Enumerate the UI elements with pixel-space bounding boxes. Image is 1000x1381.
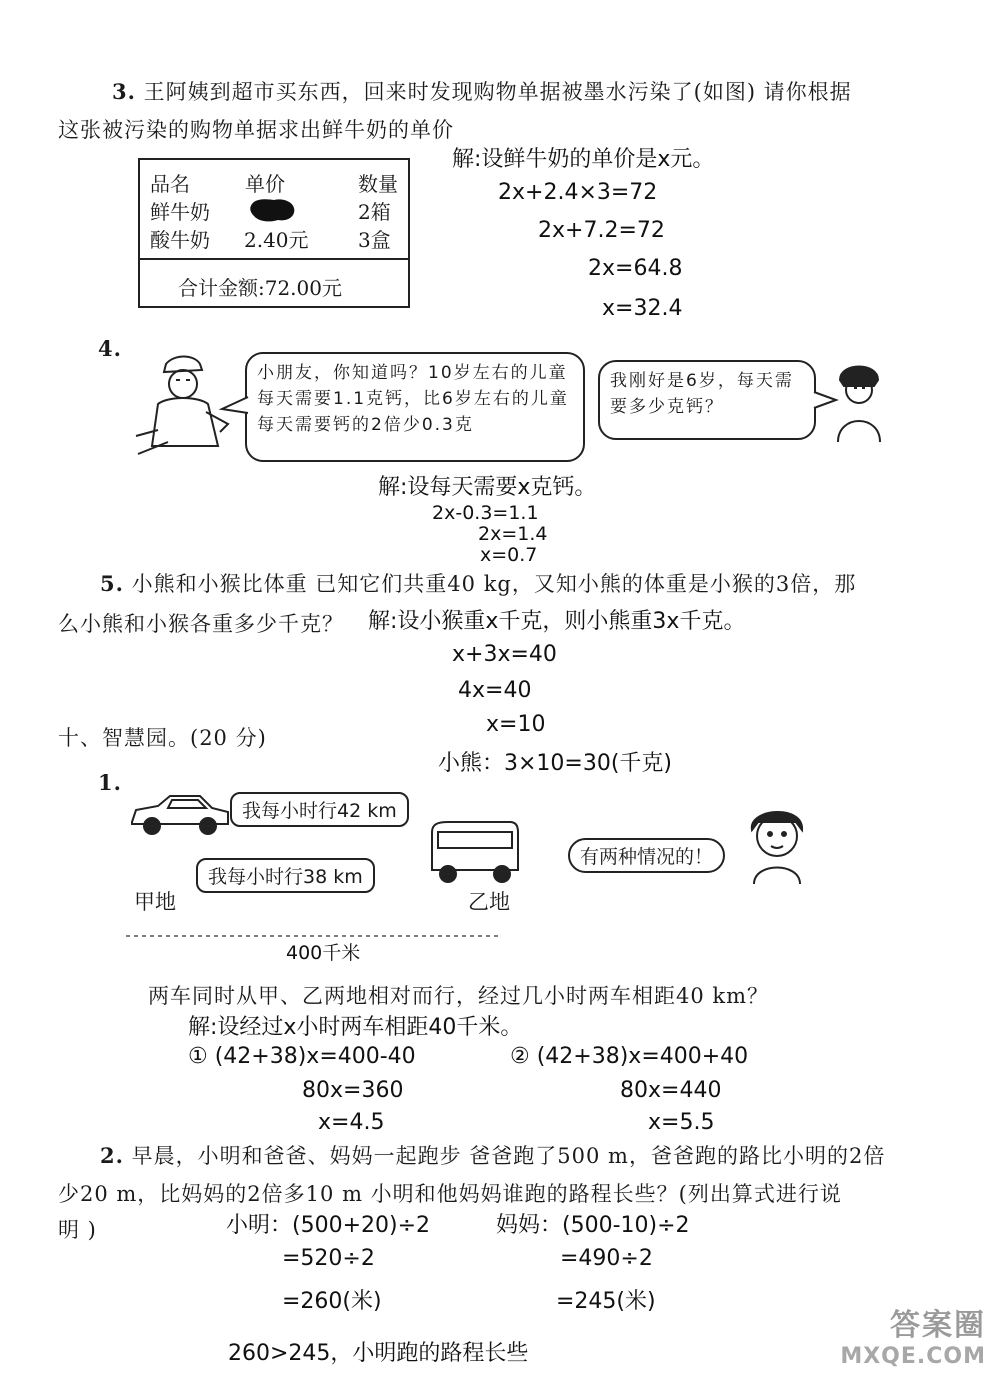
q3-text-line1: 王阿姨到超市买东西，回来时发现购物单据被墨水污染了(如图) 请你根据	[143, 80, 852, 104]
mama-calc-3: =245(米)	[556, 1289, 656, 1314]
s10-p1-number: 1.	[98, 770, 122, 795]
q3-number: 3.	[112, 79, 136, 104]
kid-hint-label: 有两种情况的！	[568, 838, 725, 873]
xiaoming-calc-2: =520÷2	[282, 1246, 375, 1271]
shopping-receipt	[138, 158, 410, 308]
s10-p2-text-line2: 少20 m，比妈妈的2倍多10 m 小明和他妈妈谁跑的路程长些？(列出算式进行说	[58, 1182, 842, 1206]
receipt-header-price: 单价	[245, 172, 285, 196]
van-icon	[428, 818, 520, 884]
q5-number: 5.	[100, 571, 124, 596]
q3-line1	[112, 76, 852, 106]
q5-eq3: x=10	[486, 712, 546, 737]
q4-solution-intro: 解:设每天需要x克钙。	[378, 475, 597, 500]
s10-p1-solution-intro: 解:设经过x小时两车相距40千米。	[188, 1015, 523, 1040]
xiaoming-calc-3: =260(米)	[282, 1289, 382, 1314]
watermark-top: 答案圈	[890, 1308, 986, 1343]
q5-eq2: 4x=40	[458, 678, 532, 703]
receipt-row1-name: 鲜牛奶	[150, 200, 210, 224]
mama-calc-1: 妈妈：(500-10)÷2	[496, 1213, 690, 1238]
place-b-label: 乙地	[468, 890, 510, 914]
watermark-logo	[840, 1300, 986, 1369]
car-speed-label: 我每小时行42 km	[230, 792, 409, 827]
q3-eq4: x=32.4	[602, 296, 683, 321]
s10-p1-case2-eq2: 80x=440	[620, 1078, 722, 1103]
s10-p2-line1	[100, 1140, 885, 1170]
s10-p2-text-line3: 明 )	[58, 1218, 97, 1242]
s10-p1-case1-eq3: x=4.5	[318, 1110, 385, 1135]
speech-bubble-child: 我刚好是6岁，每天需要多少克钙？	[598, 360, 816, 440]
ink-stain-icon	[248, 196, 298, 224]
q5-solution-intro: 解:设小猴重x千克，则小熊重3x千克。	[368, 609, 746, 634]
q4-eq1: 2x-0.3=1.1	[432, 502, 539, 524]
receipt-row2-name: 酸牛奶	[150, 228, 210, 252]
s10-p1-case2-eq1: ② (42+38)x=400+40	[510, 1044, 749, 1069]
van-speed-label: 我每小时行38 km	[196, 858, 375, 893]
q4-eq3: x=0.7	[480, 544, 538, 566]
receipt-header-name: 品名	[150, 172, 190, 196]
s10-p2-number: 2.	[100, 1143, 124, 1168]
xiaoming-calc-1: 小明：(500+20)÷2	[226, 1213, 431, 1238]
q3-eq2: 2x+7.2=72	[538, 218, 665, 243]
q4-eq2: 2x=1.4	[478, 523, 548, 545]
s10-p2-conclusion: 260>245，小明跑的路程长些	[228, 1341, 529, 1366]
receipt-row2-qty: 3盒	[358, 228, 391, 252]
q4-number: 4.	[98, 336, 122, 361]
child-figure-icon	[830, 358, 888, 442]
receipt-header-qty: 数量	[358, 172, 398, 196]
receipt-total: 合计金额:72.00元	[178, 276, 342, 300]
s10-p1-case1-eq2: 80x=360	[302, 1078, 404, 1103]
car-icon	[128, 792, 232, 838]
speech-bubble-doctor: 小朋友，你知道吗？10岁左右的儿童每天需要1.1克钙，比6岁左右的儿童每天需要钙的2倍少0.3克	[245, 352, 585, 462]
watermark-bottom: MXQE.COM	[840, 1344, 986, 1369]
s10-p1-case1-eq1: ① (42+38)x=400-40	[188, 1044, 416, 1069]
q5-line1	[100, 568, 856, 598]
q3-eq1: 2x+2.4×3=72	[498, 180, 658, 205]
distance-label: 400千米	[286, 942, 361, 964]
receipt-row2-price: 2.40元	[244, 228, 309, 252]
bubble-tail-left	[222, 395, 248, 415]
q5-eq4: 小熊：3×10=30(千克)	[438, 751, 673, 776]
boy-figure-icon	[742, 800, 812, 884]
q3-text-line2: 这张被污染的购物单据求出鲜牛奶的单价	[58, 118, 454, 142]
receipt-row1-qty: 2箱	[358, 200, 391, 224]
receipt-divider	[140, 258, 408, 260]
q3-solution-intro: 解:设鲜牛奶的单价是x元。	[452, 147, 715, 172]
q5-eq1: x+3x=40	[452, 642, 557, 667]
s10-p2-text-line1: 早晨，小明和爸爸、妈妈一起跑步 爸爸跑了500 m，爸爸跑的路比小明的2倍	[131, 1144, 886, 1168]
q3-eq3: 2x=64.8	[588, 256, 683, 281]
q5-text-line2: 么小熊和小猴各重多少千克？	[58, 612, 344, 636]
place-a-label: 甲地	[134, 890, 176, 914]
section10-title: 十、智慧园。(20 分)	[58, 726, 267, 750]
s10-p1-question: 两车同时从甲、乙两地相对而行，经过几小时两车相距40 km？	[148, 984, 770, 1008]
s10-p1-case2-eq3: x=5.5	[648, 1110, 715, 1135]
mama-calc-2: =490÷2	[560, 1246, 653, 1271]
q5-text-line1: 小熊和小猴比体重 已知它们共重40 kg，又知小熊的体重是小猴的3倍，那	[131, 572, 857, 596]
